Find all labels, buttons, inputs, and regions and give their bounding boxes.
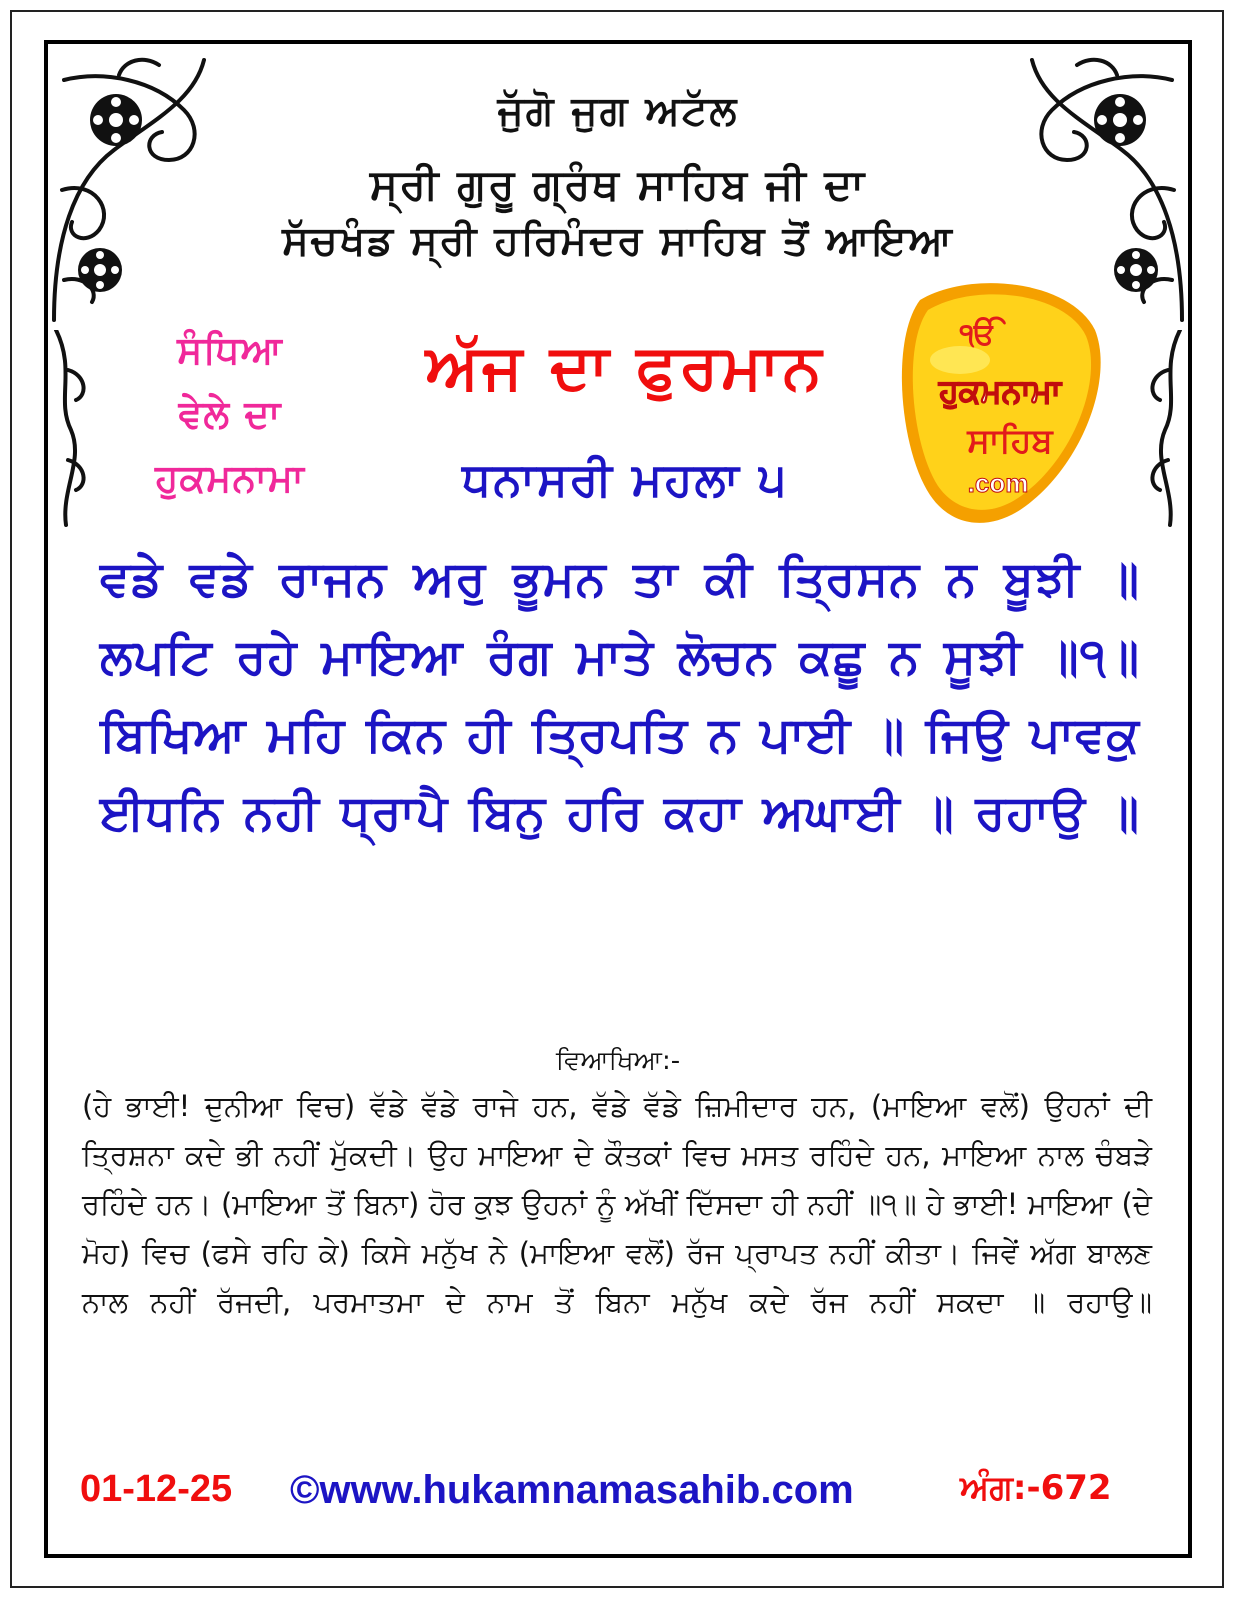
header-line-2: ਸ੍ਰੀ ਗੁਰੂ ਗ੍ਰੰਥ ਸਾਹਿਬ ਜੀ ਦਾ [369, 160, 867, 209]
logo-text-line-1: ਹੁਕਮਨਾਮਾ [939, 372, 1061, 410]
shabad-text: ਵਡੇ ਵਡੇ ਰਾਜਨ ਅਰੁ ਭੂਮਨ ਤਾ ਕੀ ਤ੍ਰਿਸਨ ਨ ਬੂਝੀ ॥ ਲਪਟਿ ਰਹੇ ਮਾਇਆ ਰੰਗ ਮਾਤੇ ਲੋਚਨ ਕਛੂ ਨ ਸੂਝੀ ॥੧॥ ਬਿਖਿਆ ਮਹਿ ਕਿਨ ਹੀ ਤ੍ਰਿਪਤਿ ਨ ਪਾਈ ॥ ਜਿਉ ਪਾਵਕੁ ਈਧਨਿ ਨਹੀ ਧ੍ਰਾਪੈ ਬਿਨੁ ਹਰਿ ਕਹਾ ਅਘਾਈ ॥ ਰਹਾਉ ॥ [100, 551, 1140, 841]
footer-date: 01-12-25 [80, 1468, 233, 1510]
hukamnama-sahib-logo [890, 270, 1110, 540]
todays-command-title: ਅੱਜ ਦਾ ਫੁਰਮਾਨ [425, 330, 825, 403]
vyakhya-label: ਵਿਆਖਿਆ:- [555, 1046, 681, 1076]
evening-label-line-2: ਵੇਲੇ ਦਾ [178, 392, 282, 436]
ik-onkar-symbol: ੴ [959, 317, 997, 352]
evening-hukamnama-label [100, 318, 360, 510]
logo-text-line-2: ਸਾਹਿਬ [967, 421, 1053, 461]
side-ornament-left [46, 330, 96, 530]
header-line-1: ਜੁੱਗੋ ਜੁਗ ਅਟੱਲ [497, 88, 739, 134]
vyakhya-text: (ਹੇ ਭਾਈ! ਦੁਨੀਆ ਵਿਚ) ਵੱਡੇ ਵੱਡੇ ਰਾਜੇ ਹਨ, ਵੱਡੇ ਵੱਡੇ ਜ਼ਿਮੀਦਾਰ ਹਨ, (ਮਾਇਆ ਵਲੋਂ) ਉਹਨਾਂ ਦੀ ਤ੍ਰਿਸ਼ਨਾ ਕਦੇ ਭੀ ਨਹੀਂ ਮੁੱਕਦੀ। ਉਹ ਮਾਇਆ ਦੇ ਕੌਤਕਾਂ ਵਿਚ ਮਸਤ ਰਹਿੰਦੇ ਹਨ, ਮਾਇਆ ਨਾਲ ਚੰਬੜੇ ਰਹਿੰਦੇ ਹਨ। (ਮਾਇਆ ਤੋਂ ਬਿਨਾ) ਹੋਰ ਕੁਝ ਉਹਨਾਂ ਨੂੰ ਅੱਖੀਂ ਦਿੱਸਦਾ ਹੀ ਨਹੀਂ ॥੧॥ ਹੇ ਭਾਈ! ਮਾਇਆ (ਦੇ ਮੋਹ) ਵਿਚ (ਫਸੇ ਰਹਿ ਕੇ) ਕਿਸੇ ਮਨੁੱਖ ਨੇ (ਮਾਇਆ ਵਲੋਂ) ਰੱਜ ਪ੍ਰਾਪਤ ਨਹੀਂ ਕੀਤਾ। ਜਿਵੇਂ ਅੱਗ ਬਾਲਣ ਨਾਲ ਨਹੀਂ ਰੱਜਦੀ, ਪਰਮਾਤਮਾ ਦੇ ਨਾਮ ਤੋਂ ਬਿਨਾ ਮਨੁੱਖ ਕਦੇ ਰੱਜ ਨਹੀਂ ਸਕਦਾ ॥ ਰਹਾਉ॥ [82, 1089, 1152, 1319]
header-line-3: ਸੱਚਖੰਡ ਸ੍ਰੀ ਹਰਿਮੰਦਰ ਸਾਹਿਬ ਤੋਂ ਆਇਆ [282, 218, 954, 264]
evening-label-line-3: ਹੁਕਮਨਾਮਾ [155, 456, 305, 500]
logo-text-line-3: .com [967, 468, 1029, 498]
footer-website-link[interactable]: ©www.hukamnamasahib.com [290, 1468, 854, 1512]
side-ornament-right [1140, 330, 1190, 530]
footer-ang-number: ਅੰਗ:-672 [960, 1468, 1112, 1508]
raag-heading: ਧਨਾਸਰੀ ਮਹਲਾ ੫ [462, 452, 788, 506]
evening-label-line-1: ਸੰਧਿਆ [177, 328, 283, 372]
